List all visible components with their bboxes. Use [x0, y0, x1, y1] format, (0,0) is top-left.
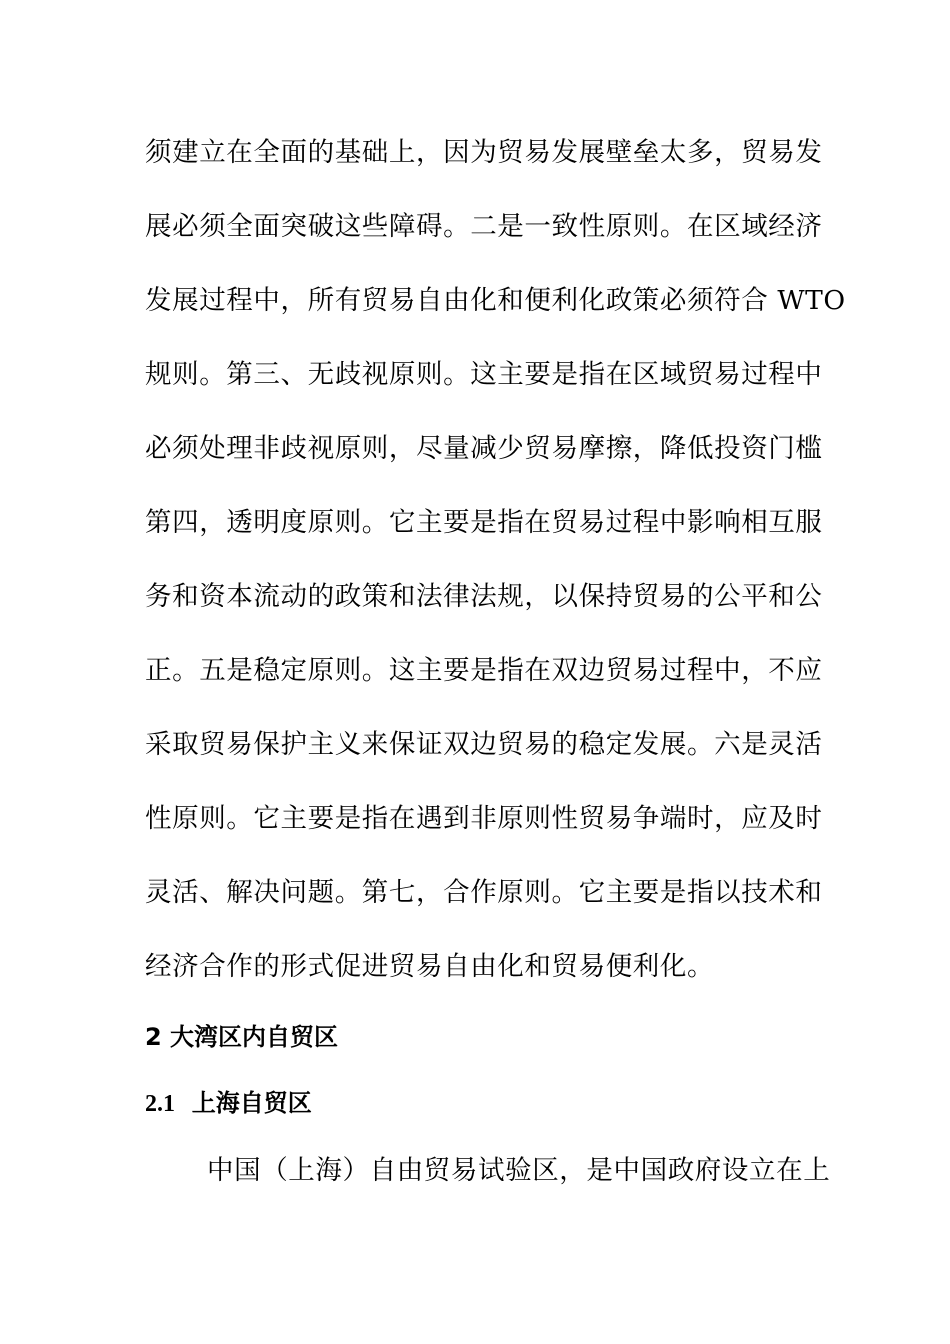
- body-text-line: 灵活、解决问题。第七，合作原则。它主要是指以技术和: [145, 877, 823, 908]
- body-text-line: 采取贸易保护主义来保证双边贸易的稳定发展。六是灵活: [145, 729, 823, 760]
- body-text-line: 发展过程中，所有贸易自由化和便利化政策必须符合 WTO: [145, 285, 846, 316]
- body-text-line: 中国（上海）自由贸易试验区，是中国政府设立在上: [207, 1155, 831, 1186]
- subsection-heading: [145, 1088, 312, 1119]
- section-heading: 2 大湾区内自贸区: [145, 1023, 339, 1051]
- subsection-title: 上海自贸区: [191, 1089, 312, 1117]
- body-text-line: 经济合作的形式促进贸易自由化和贸易便利化。: [145, 951, 715, 982]
- body-text-line: 性原则。它主要是指在遇到非原则性贸易争端时，应及时: [145, 803, 823, 834]
- body-text-line: 务和资本流动的政策和法律法规，以保持贸易的公平和公: [145, 581, 823, 612]
- body-text-line: 第四，透明度原则。它主要是指在贸易过程中影响相互服: [145, 507, 823, 538]
- body-text-line: 规则。第三、无歧视原则。这主要是指在区域贸易过程中: [145, 359, 823, 390]
- subsection-number: 2.1: [145, 1091, 175, 1117]
- body-text-line: 正。五是稳定原则。这主要是指在双边贸易过程中，不应: [145, 655, 823, 686]
- body-text-line: 须建立在全面的基础上，因为贸易发展壁垒太多，贸易发: [145, 137, 823, 168]
- body-text-line: 展必须全面突破这些障碍。二是一致性原则。在区域经济: [145, 211, 823, 242]
- body-text-line: 必须处理非歧视原则，尽量减少贸易摩擦，降低投资门槛: [145, 433, 823, 464]
